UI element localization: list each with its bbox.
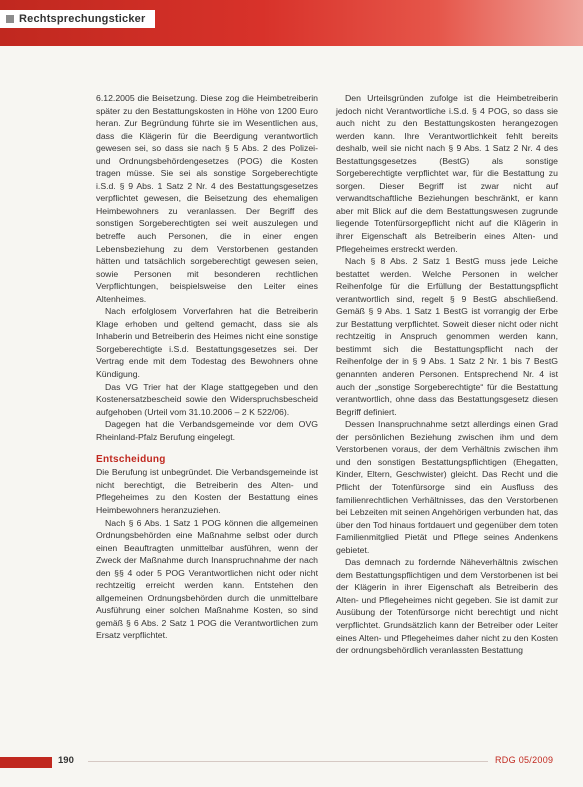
header-tab [0,10,155,28]
header-band [0,0,583,46]
left-column [96,92,318,642]
journal-reference: RDG 05/2009 [495,755,554,765]
left-paragraph-4: Dagegen hat die Verbandsgemeinde vor dem OVG Rheinland-Pfalz Berufung eingelegt. [96,419,318,442]
right-paragraph-1: Den Urteilsgründen zufolge ist die Heimbetreiberin jedoch nicht Verantwortliche i.S.d. § 4 POG, so dass sie auch nicht zu den Bestattungskosten herangezogen werden kann. Ihre Verantwortlichkeit fehlt bereits deshalb, weil sie nicht nach § 9 Abs. 1 Satz 2 Nr. 4 des Bestattungsgesetzes (BestG) als sonstige Sorgeberechtigte verpflichtet war, für die Bestattung zu sorgen. Dieser Begriff ist zwar nicht auf verwandtschaftliche Beziehungen beschränkt, er kann aber mit Blick auf die dem Bestattungswesen zugrunde liegende Totenfürsorgepflicht nicht auf die Klägerin in ihrer Eigenschaft als Betreiberin eines Alten- und Pflegeheimes erstreckt werden. [336,93,558,254]
section-heading-entscheidung: Entscheidung [96,454,166,466]
header-square-icon [6,15,14,23]
left-paragraph-5: Die Berufung ist unbegründet. Die Verbandsgemeinde ist nicht berechtigt, die Betreiberin des Alten- und Pflegeheimes zu den Kosten der Bestattung eines Heimbewohners heranzuziehen. [96,467,318,515]
left-paragraph-1: 6.12.2005 die Beisetzung. Diese zog die Heimbetreiberin später zu den Bestattungskosten in Höhe von 1200 Euro heran. Zur Begründung führte sie im Wesentlichen aus, dass die Klägerin für die Beerdigung verantwortlich gewesen sei, so dass sie nach § 5 Abs. 2 des Polizei- und Ordnungsbehördengesetzes (POG) die Kosten tragen müsse. Sie sei als sonstige Sorgeberechtigte i.S.d. § 9 Abs. 1 Satz 2 Nr. 4 des Bestattungsgesetzes verpflichtet gewesen, die Beisetzung des ehemaligen Heimbewohners zu veranlassen. Der Begriff des sonstigen Sorgeberechtigten sei weit auszulegen und betreffe auch Personen, die in einer engen Lebensbeziehung zu dem Verstorbenen gestanden hätten und tatsächlich sorgeberechtigt gewesen seien, sowie Personen mit besonderen rechtlichen Verpflichtungen, beispielsweise den Leiter eines Altenheimes. [96,93,318,304]
right-column [336,92,558,657]
page-number: 190 [58,755,74,766]
left-paragraph-3: Das VG Trier hat der Klage stattgegeben und den Kostenersatzbescheid sowie den Widerspruchsbescheid aufgehoben (Urteil vom 31.10.2006 – 2 K 522/06). [96,381,318,417]
right-paragraph-2: Nach § 8 Abs. 2 Satz 1 BestG muss jede Leiche bestattet werden. Welche Personen in welcher Reihenfolge für die Erfüllung der Bestattungspflicht verantwortlich sind, regelt § 9 BestG abschließend. Gemäß § 9 Abs. 1 Satz 1 BestG ist vorrangig der Erbe zur Bestattung verpflichtet. Soweit dieser nicht oder nicht rechtzeitig in Anspruch genommen werden kann, bestimmt sich die Bestattungspflicht nach der Reihenfolge der in § 9 Abs. 1 Satz 2 Nr. 1 bis 7 BestG genannten anderen Personen. Entsprechend Nr. 4 ist auch der „sonstige Sorgeberechtigte“ für die Bestattung verantwortlich, ohne dass das Bestattungsgesetz diesen Begriff definiert. [336,256,558,417]
left-paragraph-6: Nach § 6 Abs. 1 Satz 1 POG können die allgemeinen Ordnungsbehörden eine Maßnahme selbst oder durch einen Beauftragten unmittelbar ausführen, wenn der Zweck der Maßnahme durch Inanspruchnahme der nach den §§ 4 oder 5 POG Verantwortlichen nicht oder nicht rechtzeitig erreicht werden kann. Entstehen den allgemeinen Ordnungsbehörden durch die unmittelbare Ausführung einer solchen Maßnahme Kosten, so sind gemäß § 6 Abs. 2 Satz 1 POG die Verantwortlichen zum Ersatz verpflichtet. [96,517,318,641]
section-title: Rechtsprechungsticker [19,13,146,25]
right-paragraph-4: Das demnach zu fordernde Näheverhältnis zwischen dem Bestattungspflichtigen und dem Verstorbenen ist bei der Klägerin in ihrer Eigenschaft als Betreiberin des Alten- und Pflegeheimes nicht gegeben. Sie ist damit zur Ausübung der Totenfürsorge nicht berechtigt und nicht verpflichtet. Grundsätzlich kann der Betreiber oder Leiter eines Alten- und Pflegeheimes daher nicht zu den Kosten der ordnungsbehördlich veranlassten Bestattung [336,557,558,656]
right-paragraph-3: Dessen Inanspruchnahme setzt allerdings einen Grad der persönlichen Beziehung zwischen ihm und dem Verstorbenen voraus, der dem Verhältnis zwischen ihm und den sonstigen Bestattungspflichtigen (Ehegatten, Kinder, Eltern, Geschwister) gleicht. Das Recht und die Pflicht der Totenfürsorge sind ein Ausfluss des familienrechtlichen Verhältnisses, das den Verstorbenen bei Lebzeiten mit seinen Angehörigen verbunden hat, das über den Tod hinaus fortdauert und gegenüber dem toten Familienmitglied Pietät und Pflege seines Andenkens gebietet. [336,419,558,555]
left-paragraph-2: Nach erfolglosem Vorverfahren hat die Betreiberin Klage erhoben und geltend gemacht, dass sie als Inhaberin und Betreiberin des Heimes nicht eine sonstige Sorgeberechtigte i.S.d. Bestattungsgesetzes sei. Der Vertrag ende mit dem Todestag des Bewohners ohne Kündigung. [96,306,318,380]
footer-divider [88,761,488,762]
footer-accent-bar [0,757,52,768]
